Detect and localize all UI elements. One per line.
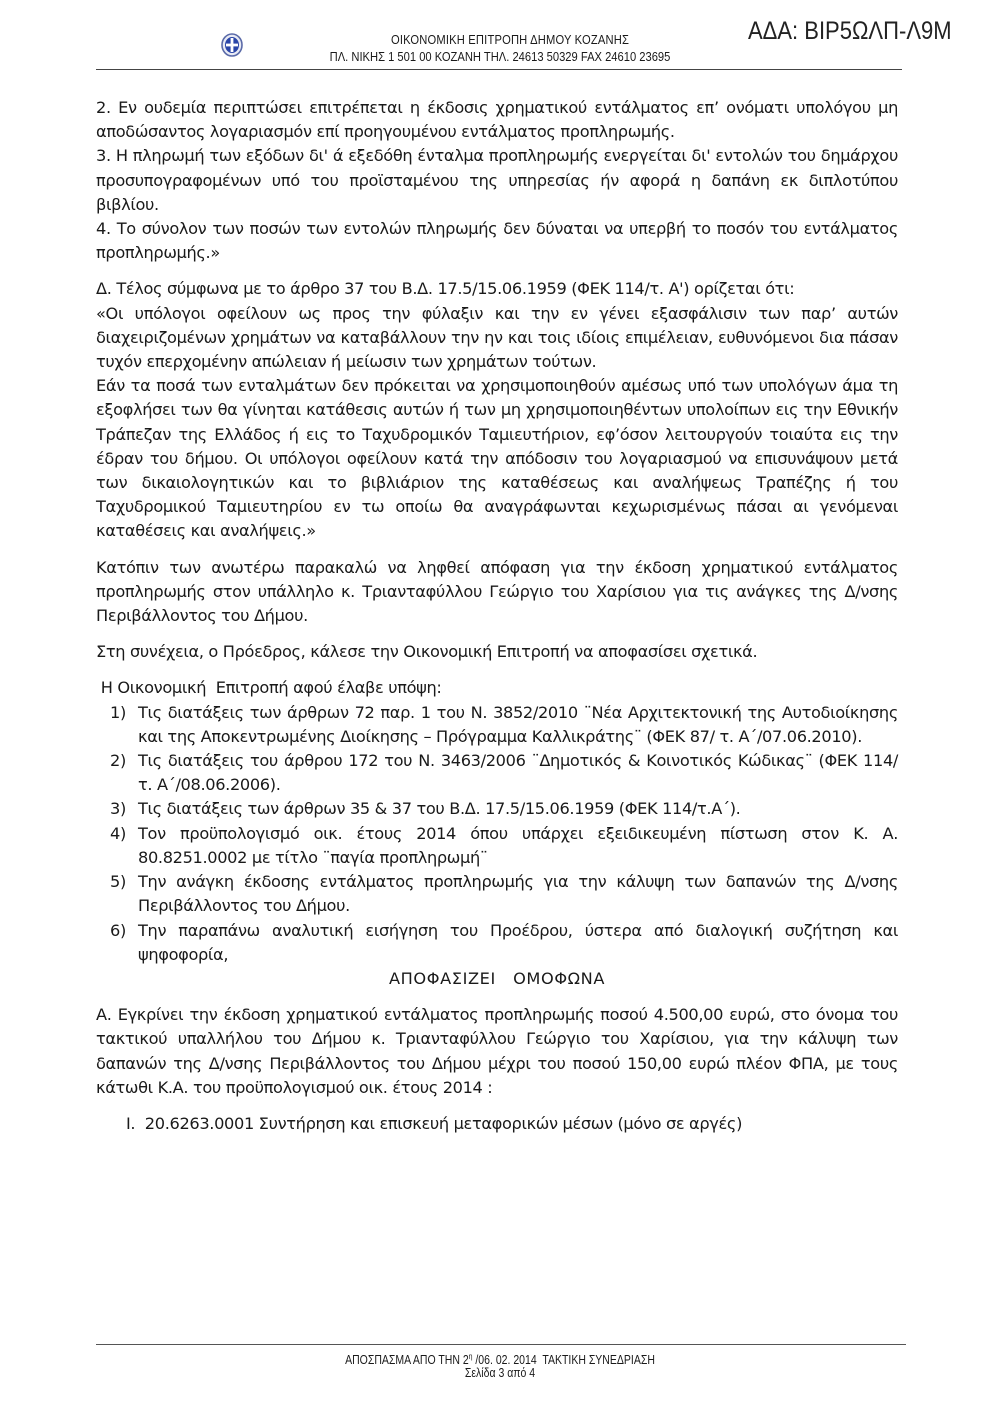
list-item-text: Τις διατάξεις του άρθρου 172 του Ν. 3463/2006 ¨Δημοτικός & Κοινοτικός Κώδικας¨ (ΦΕΚ 114/ τ. Α΄/08.06.2006).: [138, 751, 898, 795]
list-item-number: 2): [110, 751, 126, 771]
document-body: [96, 96, 898, 1136]
footer-session-ordinal: η: [468, 1352, 473, 1361]
list-item-number: 5): [110, 872, 126, 892]
footer-divider: [96, 1344, 906, 1345]
paragraph-clause-3: 3. Η πληρωμή των εξόδων δι' ά εξεδόθη ένταλμα προπληρωμής ενεργείται δι' εντολών του δημάρχου προσυπογραφομένων υπό του προϊσταμένου της υπηρεσίας ήν αφορά η δαπάνη εκ διπλοτύπου βιβλίου.: [96, 146, 898, 214]
paragraph-quote-deposits: Εάν τα ποσά των ενταλμάτων δεν πρόκειται να χρησιμοποιηθούν αμέσως υπό των υπολόγων άμα τη εξοφλήσει των θα γίνηται κατάθεσις αυτών ή των μη χρησιμοποιηθέντων υπολοίπων εις την Εθνικήν Τράπεζαν της Ελλάδος ή εις το Ταχυδρομικόν Ταμιευτήριον, εφ’όσον λειτουργούν τοιαύτα εις την έδραν του δήμου. Οι υπόλογοι οφείλουν κατά την απόδοσιν του λογαριασμού να επισυνάψουν μετά των δικαιολογητικών και το βιβλιάριον της καταθέσεως και αναλήψεως Τραπέζης ή του Ταχυδρομικού Ταμιευτηρίου εν τω οποίω θα αναγράφωνται κεχωρισμένως πάσαι αι γενόμεναι καταθέσεις και αναλήψεις.»: [96, 376, 898, 541]
paragraph-quote-custody: «Οι υπόλογοι οφείλουν ως προς την φύλαξιν και την εν γένει εξασφάλισιν των παρ’ αυτών διαχειριζομένων χρημάτων να καταβάλλουν την ην και τοις ιδίοις επιμέλειαν, ευθυνόμενοι δια πάσαν τυχόν επερχομένην απώλειαν ή μείωσιν των χρημάτων τούτων.: [96, 303, 898, 372]
list-item-text: Τις διατάξεις των άρθρων 72 παρ. 1 του Ν. 3852/2010 ¨Νέα Αρχιτεκτονική της Αυτοδιοίκησης και της Αποκεντρωμένης Διοίκησης – Πρόγραμμα Καλλικράτης¨ (ΦΕΚ 87/ τ. Α΄/07.06.2010).: [138, 702, 898, 746]
ada-code: ΑΔΑ: ΒΙΡ5ΩΛΠ-Λ9Μ: [748, 17, 952, 45]
list-item: [96, 822, 898, 870]
paragraph-article-37: Δ. Τέλος σύμφωνα με το άρθρο 37 του Β.Δ. 17.5/15.06.1959 (ΦΕΚ 114/τ. Α') ορίζεται ότι:: [96, 279, 795, 299]
paragraph-request: Κατόπιν των ανωτέρω παρακαλώ να ληφθεί απόφαση για την έκδοση χρηματικού εντάλματος προπληρωμής στον υπάλληλο κ. Τριανταφύλλου Γεώργιο του Χαρίσιου για τις ανάγκες της Δ/νσης Περιβάλλοντος του Δήμου.: [96, 557, 898, 626]
footer-session-suffix: /06. 02. 2014 ΤΑΚΤΙΚΗ ΣΥΝΕΔΡΙΑΣΗ: [472, 1353, 655, 1368]
list-item-text: Τις διατάξεις των άρθρων 35 & 37 του Β.Δ. 17.5/15.06.1959 (ΦΕΚ 114/τ.Α΄).: [138, 799, 741, 819]
list-item-number: 1): [110, 702, 126, 722]
budget-code-item: Ι. 20.6263.0001 Συντήρηση και επισκευή μεταφορικών μέσων (μόνο σε αργές): [126, 1113, 743, 1133]
footer-session-prefix: ΑΠΟΣΠΑΣΜΑ ΑΠΟ ΤΗΝ 2: [345, 1353, 469, 1368]
paragraph-clause-4: 4. Το σύνολον των ποσών των εντολών πληρωμής δεν δύναται να υπερβή το ποσόν του εντάλματος προπληρωμής.»: [96, 219, 898, 263]
list-item: [96, 701, 898, 749]
considerations-list: [96, 701, 898, 967]
page-number: Σελίδα 3 από 4: [464, 1366, 536, 1380]
list-item-text: Την παραπάνω αναλυτική εισήγηση του Προέδρου, ύστερα από διαλογική συζήτηση και ψηφοφορία,: [138, 920, 898, 964]
list-item-text: Τον προϋπολογισμό οικ. έτους 2014 όπου υπάρχει εξειδικευμένη πίστωση στον Κ. Α. 80.8251.0002 με τίτλο ¨παγία προπληρωμή¨: [138, 823, 898, 867]
header-divider: [96, 69, 902, 70]
committee-title: ΟΙΚΟΝΟΜΙΚΗ ΕΠΙΤΡΟΠΗ ΔΗΜΟΥ ΚΟΖΑΝΗΣ: [390, 32, 630, 47]
list-item-number: 6): [110, 920, 126, 940]
greek-coat-of-arms-icon: [221, 33, 243, 57]
list-item-number: 4): [110, 823, 126, 843]
committee-address: ΠΛ. ΝΙΚΗΣ 1 501 00 ΚΟΖΑΝΗ ΤΗΛ. 24613 50329 FAX 24610 23695: [329, 49, 671, 64]
paragraph-chairman: Στη συνέχεια, ο Πρόεδρος, κάλεσε την Οικονομική Επιτροπή να αποφασίσει σχετικά.: [96, 642, 758, 662]
paragraph-clause-2: 2. Εν ουδεμία περιπτώσει επιτρέπεται η έκδοσις χρηματικού εντάλματος επ’ ονόματι υπολόγου μη αποδώσαντος λογαριασμόν επί προηγουμένου εντάλματος προπληρωμής.: [96, 98, 898, 142]
list-item: [96, 870, 898, 918]
paragraph-considerations-intro: Η Οικονομική Επιτροπή αφού έλαβε υπόψη:: [96, 678, 442, 698]
list-item: [96, 919, 898, 967]
list-item: [96, 797, 898, 821]
paragraph-decision-a: Α. Εγκρίνει την έκδοση χρηματικού εντάλματος προπληρωμής ποσού 4.500,00 ευρώ, στο όνομα του τακτικού υπαλλήλου του Δήμου κ. Τριανταφύλλου Γεώργιο του Χαρίσιου, για την κάλυψη των δαπανών της Δ/νσης Περιβάλλοντος του Δήμου μέχρι του ποσού 150,00 ευρώ πλέον ΦΠΑ, με τους κάτωθι Κ.Α. του προϋπολογισμού οικ. έτους 2014 :: [96, 1005, 898, 1097]
list-item: [96, 749, 898, 797]
decision-heading: ΑΠΟΦΑΣΙΖΕΙ ΟΜΟΦΩΝΑ: [388, 968, 606, 988]
list-item-number: 3): [110, 799, 126, 819]
list-item-text: Την ανάγκη έκδοσης εντάλματος προπληρωμής για την κάλυψη των δαπανών της Δ/νσης Περιβάλλοντος του Δήμου.: [138, 872, 898, 916]
